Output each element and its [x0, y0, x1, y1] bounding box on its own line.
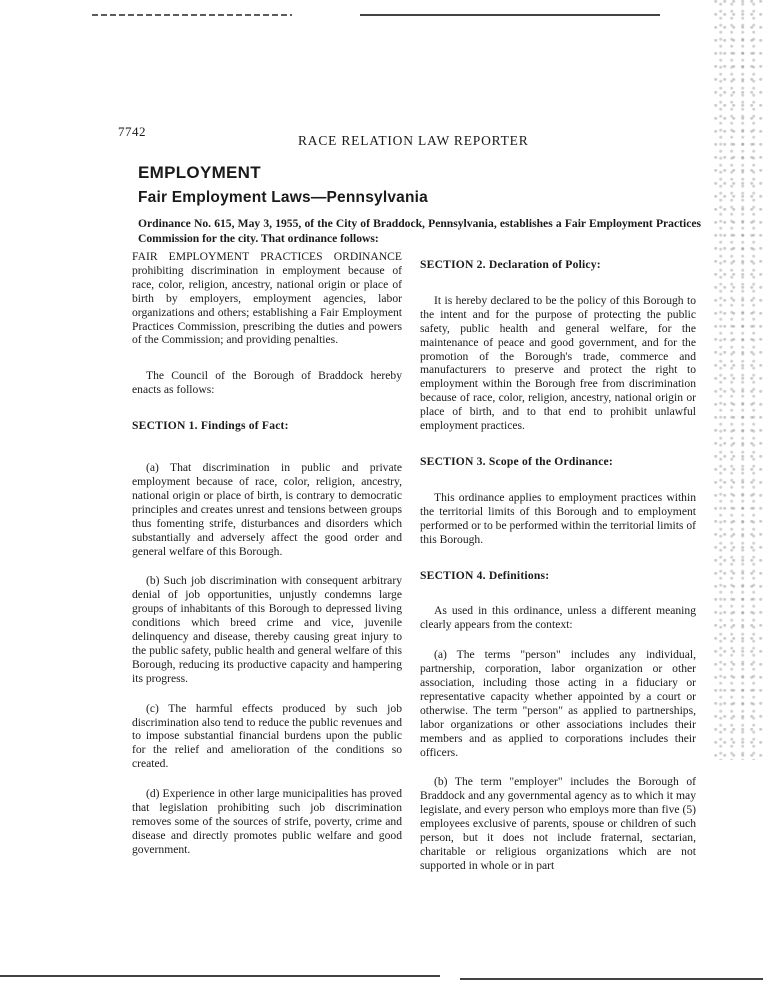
ordinance-title: FAIR EMPLOYMENT PRACTICES ORDINANCE prohibiting discrimination in employment because of race, color, religion, ancestry, national origin or place of birth by employers, employment agencies, labor organizations and others; establishing a Fair Employment Practices Commission, prescribing the duties and powers of the Commission; and providing penalties. [132, 250, 402, 347]
ordinance-intro: Ordinance No. 615, May 3, 1955, of the City of Braddock, Pennsylvania, establishes a Fair Employment Practices Commission for the city. That ordinance follows: [138, 217, 701, 245]
section-1-heading: SECTION 1. Findings of Fact: [132, 419, 289, 433]
scan-rule-top [360, 14, 660, 16]
page-number: 7742 [118, 124, 146, 139]
definition-a: (a) The terms "person" includes any individual, partnership, corporation, labor organization or other association, including those acting in a fiduciary or representative capacity whether appointed by a court or otherwise. The term "person" as applied to partnerships, labor organizations or other associations includes their members and as applied to corporations includes their officers. [420, 648, 696, 759]
section-4-heading: SECTION 4. Definitions: [420, 568, 550, 582]
scan-edge-noise [713, 0, 763, 760]
definition-b: (b) The term "employer" includes the Borough of Braddock and any governmental agency as to which it may legislate, and every person who employs more than five (5) employees exclusive of parents, spouse or children of such person, but it does not include fraternal, sectarian, charitable or religious organizations which are not supported in whole or in part [420, 775, 696, 872]
section-2-text: It is hereby declared to be the policy of this Borough to the intent and for the purpose of protecting the public safety, public health and general welfare, for the maintenance of peace and good government, and for the promotion of the Borough's trade, commerce and manufacturers to preserve and protect the right to employment within the Borough free from discrimination because of race, color, religion, ancestry, national origin or place of birth, and to that end to prohibit unlawful employment practices. [420, 293, 696, 433]
running-head: RACE RELATION LAW REPORTER [298, 133, 529, 148]
scan-rule-top-left [92, 14, 292, 16]
section-1-para-c: (c) The harmful effects produced by such job discrimination also tend to reduce the public revenues and to impose substantial financial burdens upon the public for the relief and amelioration of the conditions so created. [132, 701, 402, 771]
left-column [132, 250, 402, 857]
section-1-para-b: (b) Such job discrimination with consequent arbitrary denial of job opportunities, unjustly condemns large groups of inhabitants of this Borough to depressed living conditions which breed crime and vice, juvenile delinquency and disease, thereby causing great injury to the public safety, public health and general welfare of this Borough, reducing its productive capacity and hampering its progress. [132, 574, 402, 685]
section-2-heading: SECTION 2. Declaration of Policy: [420, 258, 601, 271]
right-column [420, 258, 696, 873]
section-title: EMPLOYMENT [138, 163, 261, 182]
section-1-para-a: (a) That discrimination in public and private employment because of race, color, religion, ancestry, national origin or place of birth, is contrary to democratic principles and creates unrest and tensions between groups thus fomenting strife, disturbances and disorders which substantially and adversely affect the good order and general welfare of this Borough. [132, 461, 402, 558]
section-4-intro: As used in this ordinance, unless a different meaning clearly appears from the context: [420, 604, 696, 632]
subsection-title: Fair Employment Laws—Pennsylvania [138, 189, 428, 206]
enacting-clause: The Council of the Borough of Braddock hereby enacts as follows: [132, 369, 402, 397]
scan-rule-bottom-right [460, 978, 763, 980]
section-3-text: This ordinance applies to employment practices within the territorial limits of this Borough and to employment performed or to be performed within the territorial limits of this Borough. [420, 490, 696, 546]
scan-rule-bottom-left [0, 975, 440, 977]
section-3-heading: SECTION 3. Scope of the Ordinance: [420, 454, 613, 468]
section-1-para-d: (d) Experience in other large municipalities has proved that legislation prohibiting such job discrimination removes some of the sources of strife, poverty, crime and disease and directly promotes public welfare and good government. [132, 787, 402, 856]
